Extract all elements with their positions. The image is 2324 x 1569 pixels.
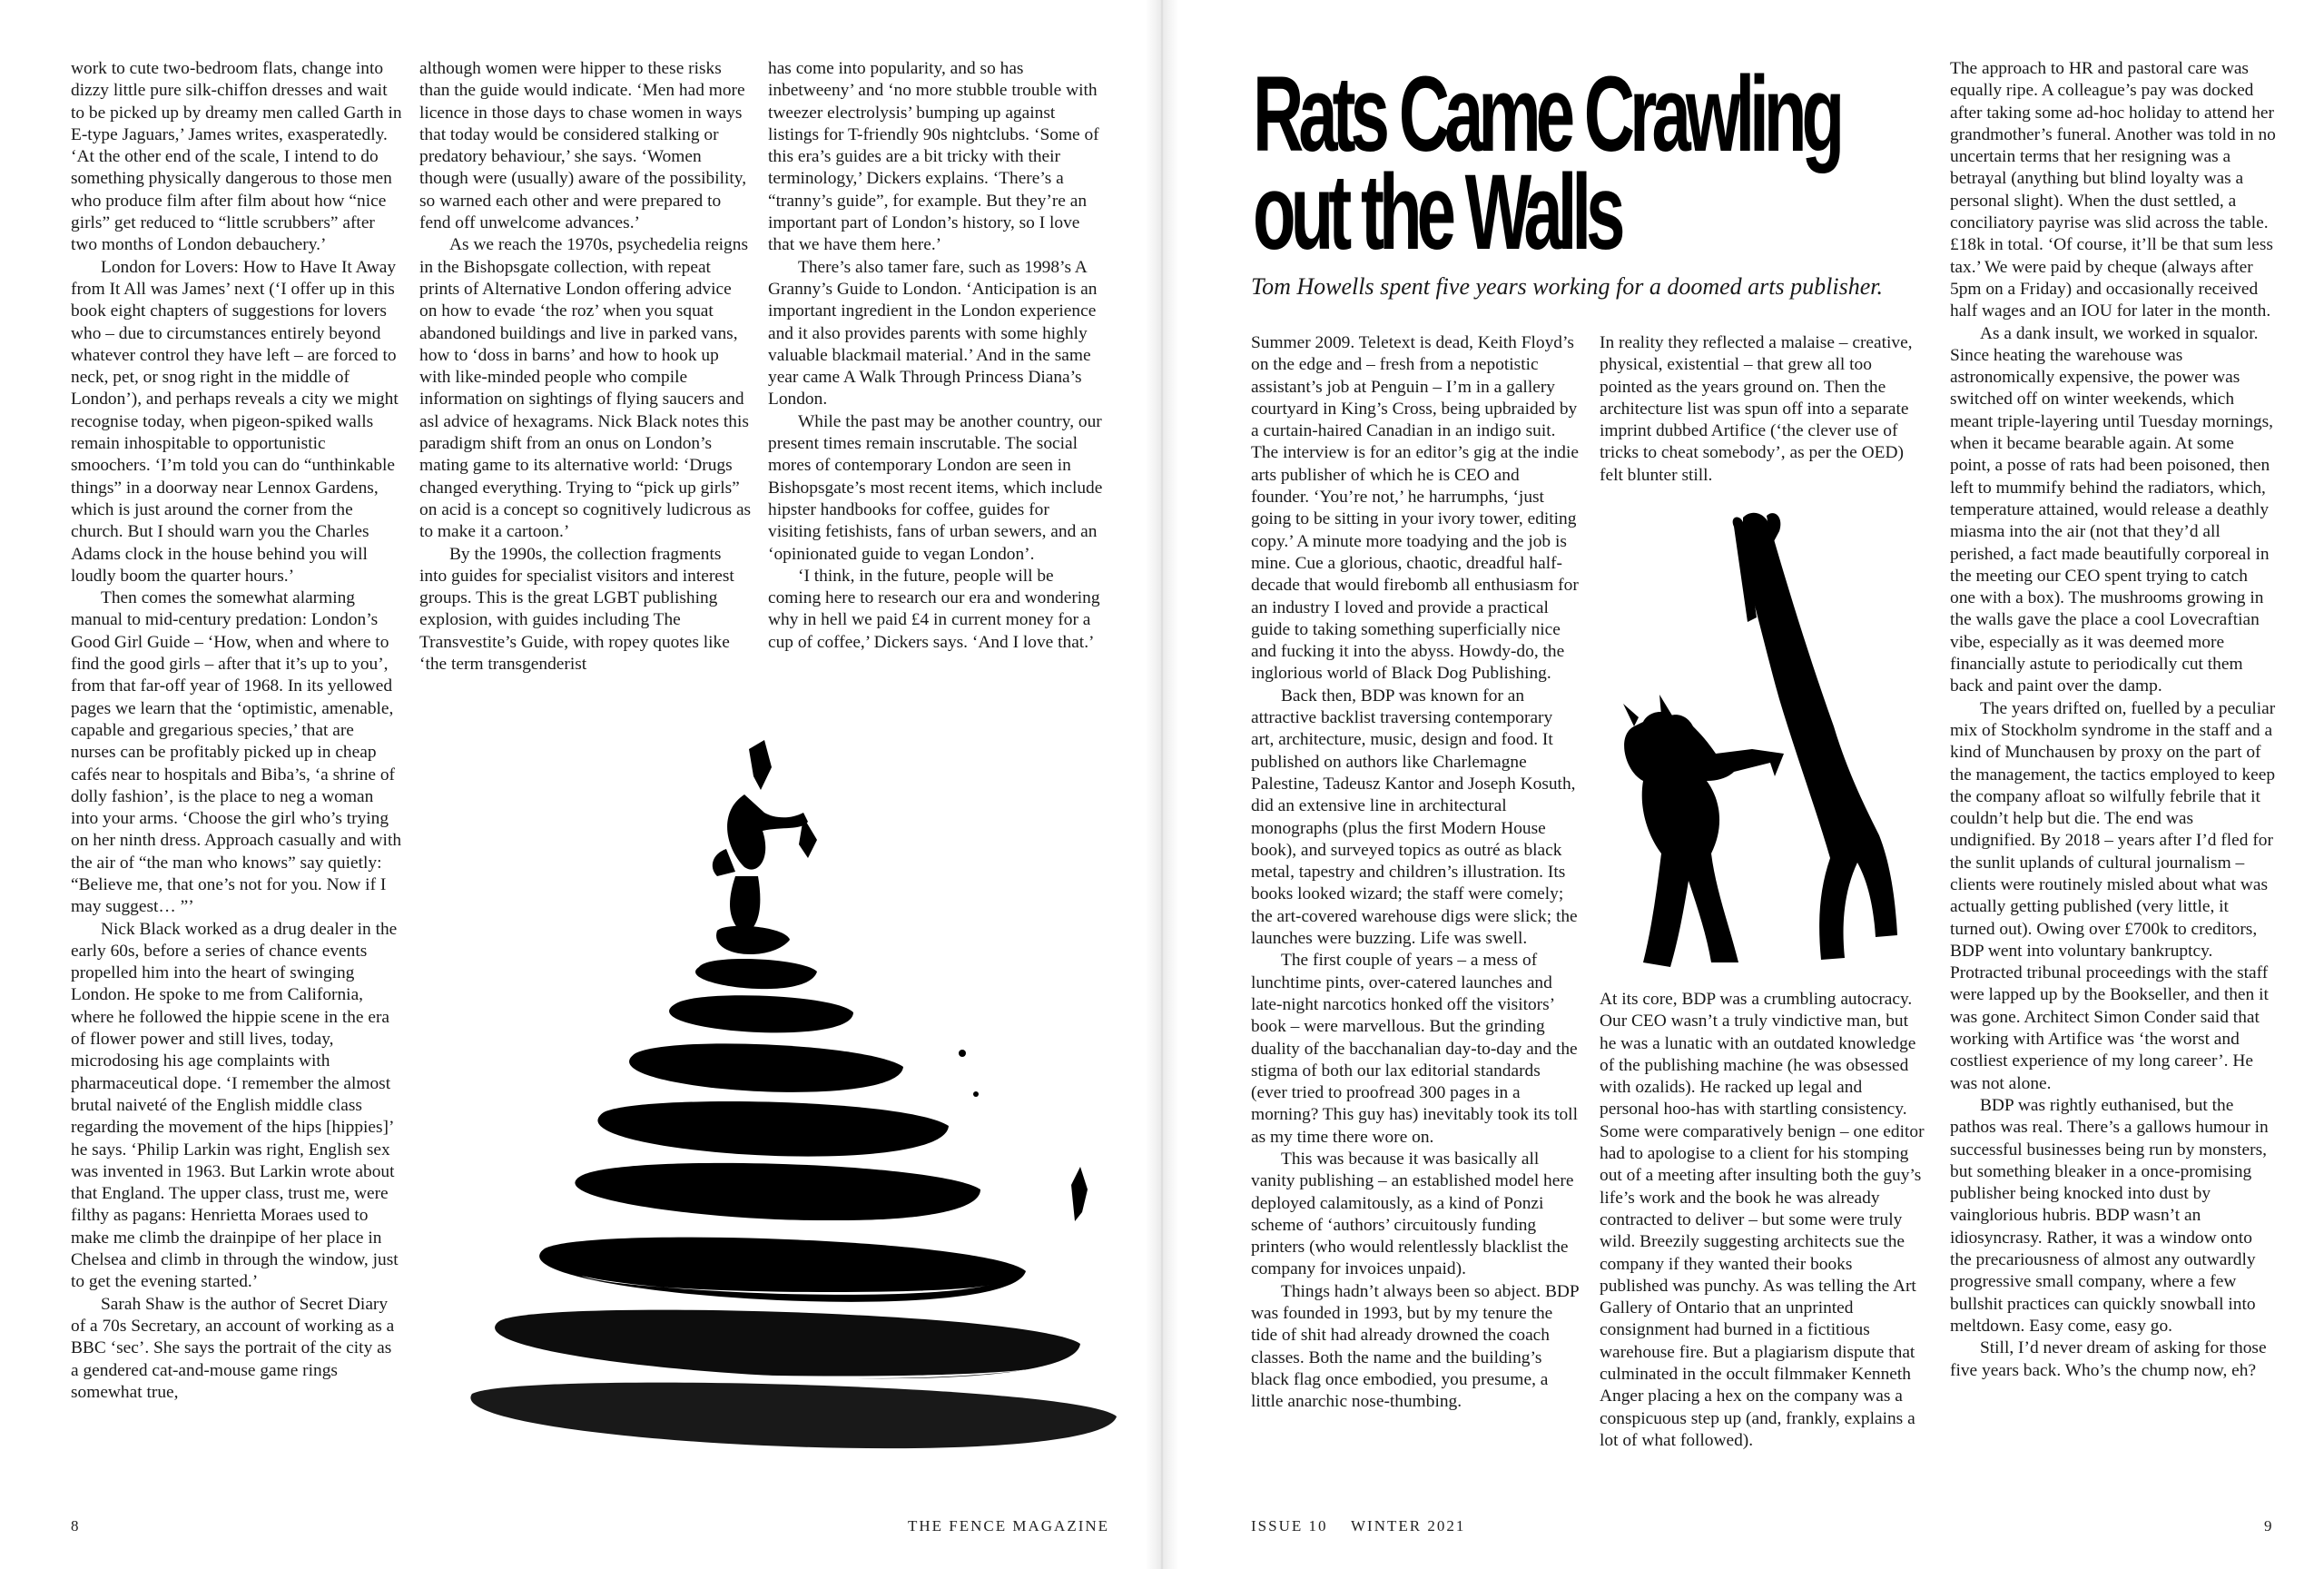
ink-fountain-statue-illustration <box>445 740 1153 1494</box>
article-headline <box>1253 54 1840 272</box>
standfirst: Tom Howells spent five years working for a doomed arts publisher. <box>1251 273 1883 300</box>
paragraph: BDP was rightly euthanised, but the pathos was real. There’s a gallows humour in successful businesses being run by monsters, but something bleaker in a once-promising publisher being knocked into dust by vainglorious hubris. BDP wasn’t an idiosyncrasy. Rather, it was a window onto the precariousness of almost any outwardly progressive small company, where a few bullshit practices can quickly snowball into meltdown. Easy come, easy go. <box>1950 1095 2269 1336</box>
paragraph: The approach to HR and pastoral care was equally ripe. A colleague’s pay was docked after taking some ad-hoc holiday to attend her grandmother’s funeral. Another was told in no uncertain terms that her resigning was a betrayal (anything but blind loyalty was a personal slight). When the dust settled, a conciliatory payrise was slid across the table. £18k in total. ‘Of course, it’ll be that sum less tax.’ We were paid by cheque (always after 5pm on a Friday) and occasionally received half wages and an IOU for later in the month. <box>1950 59 2276 321</box>
headline-line-1: Rats Came Crawling <box>1253 54 1840 174</box>
ink-figures-illustration <box>1607 508 1915 981</box>
paragraph: At its core, BDP was a crumbling autocracy. Our CEO wasn’t a truly vindictive man, but he was a lunatic with an outdated knowledge of the publishing machine (he was obsessed with ozalids). He racked up legal and personal hoo-has with startling consistency. Some were comparatively benign – one editor had to apologise to a client for his stomping out of a meeting after insulting both the guy’s life’s work and the book he was already contracted to deliver – but some were truly wild. Breezily suggesting architects sue the company if they wanted their books published was punchy. As was telling the Art Gallery of Ontario that an unprinted consignment had burned in a fictitious warehouse fire. But a plagiarism dispute that culminated in the occult filmmaker Kenneth Anger placing a hex on the company was a conspicuous step up (and, frankly, explains a lot of what followed). <box>1600 990 1925 1450</box>
paragraph: Still, I’d never dream of asking for those five years back. Who’s the chump now, eh? <box>1950 1338 2267 1380</box>
left-footer-magazine: THE FENCE MAGAZINE <box>908 1517 1110 1534</box>
right-column-2-top <box>1600 332 1925 487</box>
paragraph: There’s also tamer fare, such as 1998’s A Granny’s Guide to London. ‘Anticipation is an important ingredient in the London experience and it also provides parents with some highly valuable blackmail material.’ And in the same year came A Walk Through Princess Diana’s London. <box>768 257 1098 410</box>
left-column-2 <box>419 58 752 676</box>
left-page-number: 8 <box>71 1517 81 1534</box>
paragraph: Then comes the somewhat alarming manual to mid-century predation: London’s Good Girl Guide – ‘How, when and where to find the good girls – after that it’s up to you’, from that far-off year of 1968. In its yellowed pages we learn that the ‘optimistic, amenable, capable and gregarious species,’ that are nurses can be profitably picked up in cheap cafés near to hospitals and Biba’s, ‘a shrine of dolly fashion’, is the place to neg a woman into your arms. ‘Choose the girl who’s trying on her ninth dress. Approach casually and with the air of “the man who knows” say quietly: “Believe me, that one’s not for you. Now if I may suggest… ”’ <box>71 588 402 917</box>
paragraph: Sarah Shaw is the author of Secret Diary of a 70s Secretary, an account of working as a BBC ‘sec’. She says the portrait of the city as a gendered cat-and-mouse game rings somewhat true, <box>71 1294 395 1402</box>
paragraph: Nick Black worked as a drug dealer in the early 60s, before a series of chance events propelled him into the heart of swinging London. He spoke to me from California, where he followed the hippie scene in the era of flower power and still lives, today, microdosing his age complaints with pharmaceutical dope. ‘I remember the almost brutal naiveté of the English middle class regarding the movement of the hips [hippies]’ he says. ‘Philip Larkin was right, English sex was invented in 1963. But Larkin wrote about that England. The upper class, trust me, were filthy as pagans: Henrietta Moraes used to make me climb the drainpipe of her place in Chelsea and climb in through the window, just to get the evening started.’ <box>71 919 399 1292</box>
left-column-3 <box>768 58 1104 654</box>
left-column-1 <box>71 58 403 1404</box>
paragraph: ‘I think, in the future, people will be coming here to research our era and wondering why in hell we paid £4 in current money for a cup of coffee,’ Dickers says. ‘And I love that.’ <box>768 566 1100 652</box>
paragraph: Summer 2009. Teletext is dead, Keith Floyd’s on the edge and – fresh from a nepotistic assistant’s job at Penguin – I’m in a gallery courtyard in King’s Cross, being upbraided by a curtain-haired Canadian in an indigo suit. The interview is for an editor’s gig at the indie arts publisher of which he is CEO and founder. ‘You’re not,’ he harrumphs, ‘just going to be sitting in your ivory tower, editing copy.’ A minute more toadying and the job is mine. Cue a glorious, chaotic, dreadful half-decade that would firebomb all enthusiasm for an industry I loved and provide a practical guide to taking something superficially nice and fucking it into the abyss. Howdy-do, the inglorious world of Black Dog Publishing. <box>1251 333 1579 684</box>
paragraph: While the past may be another country, our present times remain inscrutable. The social mores of contemporary London are seen in Bishopsgate’s most recent items, which include hipster handbooks for coffee, guides for visiting fetishists, fans of urban sewers, and an ‘opinionated guide to vegan London’. <box>768 411 1103 564</box>
right-column-2-bottom <box>1600 989 1925 1452</box>
paragraph: work to cute two-bedroom flats, change into dizzy little pure silk-chiffon dresses and wait to be picked up by dreamy men called Garth in E-type Jaguars,’ James writes, exasperatedly. ‘At the other end of the scale, I intend to do something physically dangerous to those men who produce film after film about how “nice girls” get reduced to “little scrubbers” after two months of London debauchery.’ <box>71 59 402 255</box>
paragraph: As a dank insult, we worked in squalor. Since heating the warehouse was astronomically expensive, the power was switched off on winter weekends, which meant triple-layering until Tuesday mornings, when it became bearable again. At some point, a posse of rats had been poisoned, then left to mummify behind the radiators, which, temperature attained, would release a deathly miasma into the air (not that they’d all perished, a fact made beautifully corporeal in the meeting our CEO spent trying to catch one with a box). The mushrooms growing in the walls gave the place a cool Lovecraftian vibe, especially as it was deemed more financially astute to periodically cut them back and paint over the damp. <box>1950 323 2273 696</box>
paragraph: London for Lovers: How to Have It Away from It All was James’ next (‘I offer up in this book eight chapters of suggestions for lovers who – due to circumstances entirely beyond whatever control they have left – are forced to neck, pet, or snog right in the middle of London’), and perhaps reveals a city we might recognise today, when pigeon-spiked walls remain inhospitable to opportunistic smoochers. ‘I’m told you can do “unthinkable things” in a doorway near Lennox Gardens, which is just around the corner from the church. But I should warn you the Charles Adams clock in the house behind you will loudly boom the quarter hours.’ <box>71 257 399 586</box>
headline-line-2: out the Walls <box>1253 153 1620 272</box>
right-footer-issue: ISSUE 10 <box>1251 1517 1328 1534</box>
right-column-1 <box>1251 332 1580 1414</box>
paragraph: This was because it was basically all vanity publishing – an established model here deployed calamitously, as a kind of Ponzi scheme of ‘authors’ circuitously funding printers (who would relentlessly blacklist the company for invoices unpaid). <box>1251 1149 1574 1279</box>
paragraph: Things hadn’t always been so abject. BDP was founded in 1993, but by my tenure the tide of shit had already drowned the coach classes. Both the name and the building’s black flag once embodied, you presume, a little anarchic nose-thumbing. <box>1251 1281 1579 1412</box>
paragraph: The years drifted on, fuelled by a peculiar mix of Stockholm syndrome in the staff and a kind of Munchausen by proxy on the part of the management, the tactics employed to keep the company afloat so wilfully febrile that it couldn’t help but die. The end was undignified. By 2018 – years after I’d fled for the sunlit uplands of cultural journalism – clients were routinely misled about what was actually getting published (very little, it turned out). Owing over £700k to creditors, BDP went into voluntary bankruptcy. Protracted tribunal proceedings with the staff were lapped up by the Bookseller, and then it was gone. Architect Simon Conder said that working with Artifice was ‘the worst and costliest experience of my long career’. He was not alone. <box>1950 698 2276 1093</box>
right-page-number: 9 <box>2264 1517 2274 1534</box>
paragraph: In reality they reflected a malaise – creative, physical, existential – that grew all too pointed as the years ground on. Then the architecture list was spun off into a separate imprint dubbed Artifice (‘the clever use of tricks to cheat somebody’, as per the OED) felt blunter still. <box>1600 333 1913 485</box>
right-footer-season: WINTER 2021 <box>1351 1517 1466 1534</box>
paragraph: As we reach the 1970s, psychedelia reigns in the Bishopsgate collection, with repeat prints of Alternative London offering advice on how to evade ‘the roz’ when you squat abandoned buildings and live in parked vans, how to ‘doss in barns’ and how to hook up with like-minded people who compile information on sightings of flying saucers and asl advice of hexagrams. Nick Black notes this paradigm shift from an onus on London’s mating game to its alternative world: ‘Drugs changed everything. Trying to “pick up girls” on acid is a concept so cognitively ludicrous as to make it a cartoon.’ <box>419 235 752 542</box>
paragraph: has come into popularity, and so has inbetweeny’ and ‘no more stubble trouble with tweezer electrolysis’ bumping up against listings for T-friendly 90s nightclubs. ‘Some of this era’s guides are a bit tricky with their terminology,’ Dickers explains. ‘There’s a “tranny’s guide”, for example. But they’re an important part of London’s history, so I love that we have them here.’ <box>768 59 1099 255</box>
paragraph: The first couple of years – a mess of lunchtime pints, over-catered launches and late-night narcotics honked off the visitors’ book – were marvellous. But the grinding duality of the bacchanalian day-to-day and the stigma of both our lax editorial standards (ever tried to proofread 300 pages in a morning? This guy has) inevitably took its toll as my time there wore on. <box>1251 951 1578 1147</box>
paragraph: Back then, BDP was known for an attractive backlist traversing contemporary art, architecture, music, design and food. It published on authors like Charlemagne Palestine, Tadeusz Kantor and Joseph Kosuth, did an extensive line in architectural monographs (plus the first Modern House book), and surveyed topics as outré as black metal, tapestry and children’s illustration. Its books looked wizard; the staff were comely; the art-covered warehouse digs were slick; the launches were buzzing. Life was swell. <box>1251 686 1578 949</box>
paragraph: although women were hipper to these risks than the guide would indicate. ‘Men had more licence in those days to chase women in ways that today would be considered stalking or predatory behaviour,’ she says. ‘Women though were (usually) aware of the possibility, so warned each other and were prepared to fend off unwelcome advances.’ <box>419 59 747 233</box>
paragraph: By the 1990s, the collection fragments into guides for specialist visitors and interest groups. This is the great LGBT publishing explosion, with guides including The Transvestite’s Guide, with ropey quotes like ‘the term transgenderist <box>419 544 734 675</box>
right-column-3 <box>1950 58 2277 1382</box>
